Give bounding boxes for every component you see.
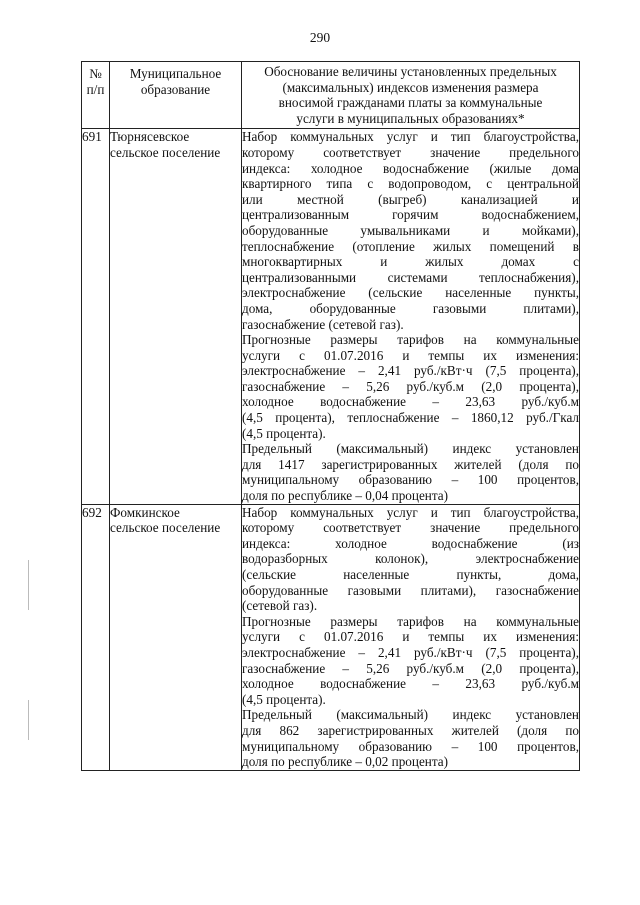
header-number: № п/п	[82, 62, 110, 129]
scan-edge-mark	[28, 700, 29, 740]
tariff-forecast-paragraph	[242, 332, 579, 441]
text-line: индекса: холодное водоснабжение (жилые дома	[242, 160, 579, 176]
text-line: Набор коммунальных услуг и тип благоустройства,	[242, 504, 579, 520]
text-line: Предельный (максимальный) индекс установлен	[242, 441, 579, 457]
text-line: Предельный (максимальный) индекс установлен	[242, 707, 579, 723]
municipality-line: Тюрнясевское	[110, 129, 190, 145]
text-line: холодное водоснабжение – 23,63 руб./куб.м	[242, 676, 579, 692]
text-line: доля по республике – 0,02 процента)	[242, 754, 449, 770]
municipality-line: сельское поселение	[110, 144, 221, 160]
tariff-table	[81, 61, 580, 771]
text-line: (сельские населенные пункты, дома,	[242, 567, 579, 582]
municipality-line: Фомкинское	[110, 504, 180, 520]
text-line: услуги с 01.07.2016 и темпы их изменения:	[242, 629, 579, 645]
text-line: Прогнозные размеры тарифов на коммунальные	[242, 613, 579, 629]
text-line: централизованным горячим водоснабжением,	[242, 207, 579, 223]
table-row	[82, 504, 580, 770]
header-municipality: Муниципальное образование	[110, 62, 242, 129]
municipality-name	[110, 504, 242, 770]
text-line: газоснабжение – 5,26 руб./куб.м (2,0 процента),	[242, 378, 579, 394]
text-line: электроснабжение (сельские населенные пункты,	[242, 285, 579, 301]
text-line: оборудованные умывальниками и мойками),	[242, 222, 579, 238]
index-coverage-paragraph	[242, 707, 579, 769]
text-line: водоразборных колонок), электроснабжение	[242, 551, 579, 567]
text-line: электроснабжение – 2,41 руб./кВт·ч (7,5 процента),	[242, 644, 579, 660]
text-line: для 1417 зарегистрированных жителей (доля по	[242, 456, 579, 472]
text-line: многоквартирных и жилых домах с	[242, 254, 579, 270]
text-line: электроснабжение – 2,41 руб./кВт·ч (7,5 процента),	[242, 363, 579, 379]
row-number: 691	[82, 129, 110, 504]
text-line: Прогнозные размеры тарифов на коммунальные	[242, 332, 579, 348]
text-line: (сетевой газ).	[242, 598, 318, 614]
scan-edge-mark	[28, 560, 29, 610]
text-line: (4,5 процента).	[242, 425, 326, 441]
text-line: Набор коммунальных услуг и тип благоустройства,	[242, 129, 579, 145]
text-line: квартирного типа с водопроводом, с центральной	[242, 176, 579, 192]
text-line: индекса: холодное водоснабжение (из	[242, 535, 579, 551]
municipality-line: сельское поселение	[110, 520, 221, 536]
text-line: централизованными системами теплоснабжения),	[242, 269, 579, 285]
text-line: муниципальному образованию – 100 процентов,	[242, 472, 579, 488]
service-set-paragraph	[242, 505, 579, 614]
service-set-paragraph	[242, 129, 579, 332]
table-row	[82, 129, 580, 504]
text-line: для 862 зарегистрированных жителей (доля по	[242, 722, 579, 738]
text-line: теплоснабжение (отопление жилых помещений в	[242, 238, 579, 254]
text-line: которому соответствует значение предельного	[242, 520, 579, 536]
table-header-row	[82, 62, 580, 129]
text-line: дома, оборудованные газовыми плитами),	[242, 300, 579, 316]
text-line: холодное водоснабжение – 23,63 руб./куб.м	[242, 394, 579, 410]
text-line: газоснабжение (сетевой газ).	[242, 316, 404, 332]
justification-text	[242, 129, 580, 504]
text-line: которому соответствует значение предельного	[242, 144, 579, 160]
text-line: (4,5 процента), теплоснабжение – 1860,12 руб./Гкал	[242, 410, 579, 426]
row-number: 692	[82, 504, 110, 770]
text-line: или местной (выгреб) канализацией и	[242, 191, 579, 207]
text-line: оборудованные газовыми плитами), газоснабжение	[242, 582, 579, 598]
text-line: газоснабжение – 5,26 руб./куб.м (2,0 процента),	[242, 660, 579, 676]
text-line: (4,5 процента).	[242, 691, 326, 707]
text-line: муниципальному образованию – 100 процентов,	[242, 738, 579, 754]
page-number: 290	[309, 30, 331, 45]
justification-text	[242, 504, 580, 770]
text-line: доля по республике – 0,04 процента)	[242, 488, 449, 504]
header-justification: Обоснование величины установленных предельных (максимальных) индексов изменения размера вносимой гражданами платы за коммунальные услуги в муниципальных образованиях*	[242, 62, 580, 129]
index-coverage-paragraph	[242, 441, 579, 503]
municipality-name	[110, 129, 242, 504]
tariff-forecast-paragraph	[242, 614, 579, 708]
text-line: услуги с 01.07.2016 и темпы их изменения:	[242, 347, 579, 363]
